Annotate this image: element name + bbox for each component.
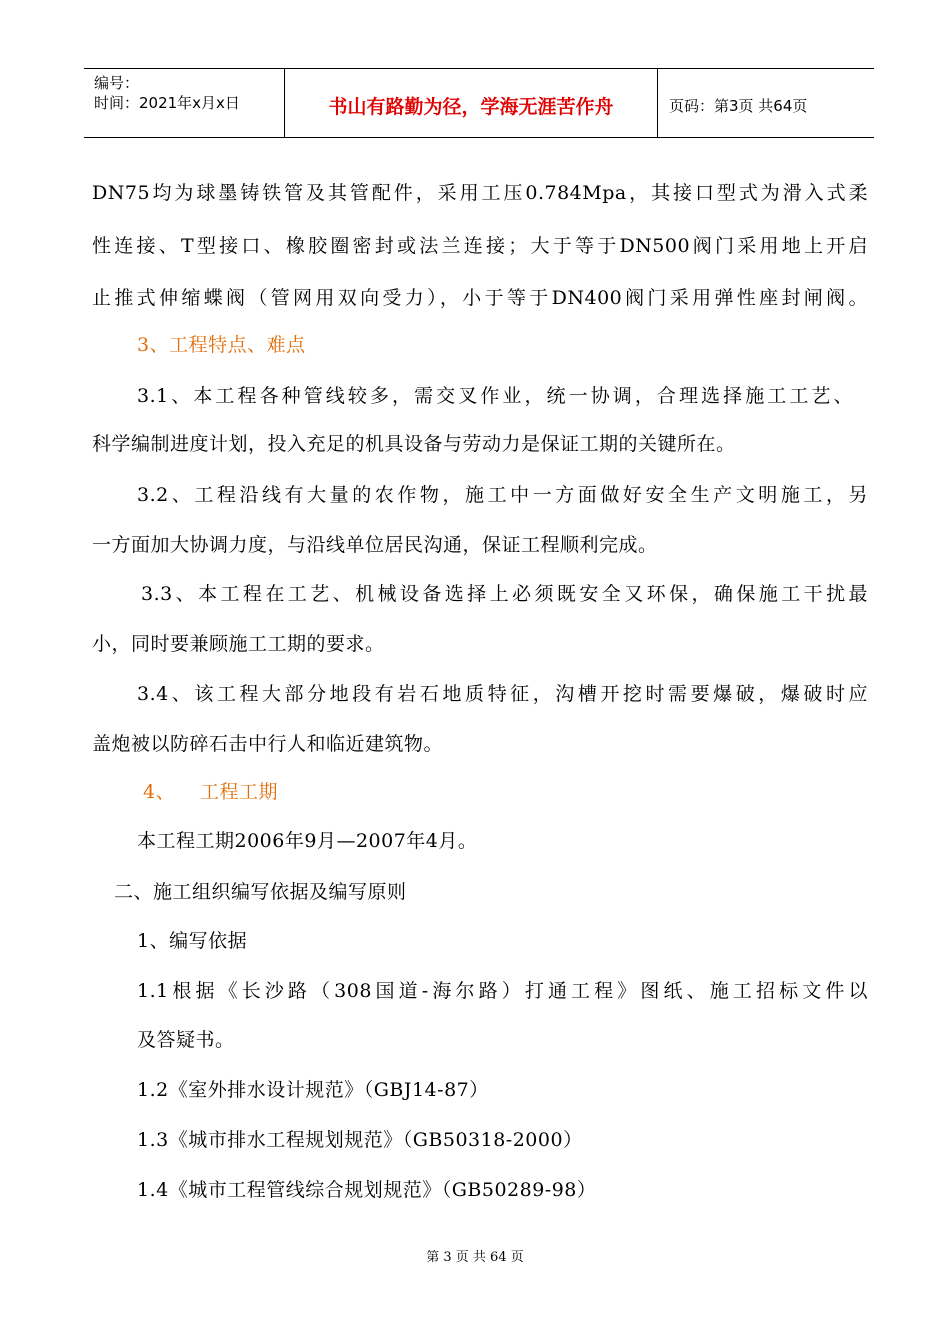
document-time-label: 时间：2021年x月x日 (94, 94, 240, 112)
basis-item: 1.4《城市工程管线综合规划规范》（GB50289-98） (137, 1179, 597, 1201)
paragraph-line: 一方面加大协调力度，与沿线单位居民沟通，保证工程顺利完成。 (92, 534, 658, 556)
header-slogan-cell (284, 69, 658, 137)
basis-item: 1.2《室外排水设计规范》（GBJ14-87） (137, 1079, 489, 1101)
paragraph-line: 科学编制进度计划，投入充足的机具设备与劳动力是保证工期的关键所在。 (92, 433, 736, 455)
subsection-heading: 1、编写依据 (137, 930, 248, 952)
paragraph-line: 止推式伸缩蝶阀（管网用双向受力），小于等于DN400阀门采用弹性座封闸阀。 (92, 287, 868, 309)
section-heading-4-title: 工程工期 (200, 781, 279, 803)
header-page-cell (657, 69, 874, 137)
paragraph-line: 性连接、T型接口、橡胶圈密封或法兰连接；大于等于DN500阀门采用地上开启 (92, 235, 868, 257)
schedule-line: 本工程工期2006年9月—2007年4月。 (137, 830, 478, 852)
basis-item-continued: 及答疑书。 (137, 1029, 235, 1051)
paragraph-line: 3.2、工程沿线有大量的农作物，施工中一方面做好安全生产文明施工，另 (137, 484, 868, 506)
header-page-info: 页码：第3页 共64页 (669, 96, 808, 115)
section-heading-3: 3、工程特点、难点 (137, 334, 306, 356)
header-meta (84, 69, 284, 137)
document-number-label: 编号： (94, 74, 140, 92)
chapter-heading: 二、施工组织编写依据及编写原则 (114, 881, 407, 903)
paragraph-line: 3.4、该工程大部分地段有岩石地质特征，沟槽开挖时需要爆破，爆破时应 (137, 683, 868, 705)
section-heading-4-number: 4、 (143, 781, 176, 803)
page-footer: 第 3 页 共 64 页 (426, 1250, 524, 1265)
paragraph-line: DN75均为球墨铸铁管及其管配件，采用工压0.784Mpa，其接口型式为滑入式柔 (92, 182, 868, 204)
basis-item: 1.3《城市排水工程规划规范》（GB50318-2000） (137, 1129, 583, 1151)
paragraph-line: 3.3、本工程在工艺、机械设备选择上必须既安全又环保，确保施工干扰最 (141, 583, 868, 605)
page-header (84, 68, 874, 138)
header-slogan: 书山有路勤为径，学海无涯苦作舟 (328, 95, 614, 118)
paragraph-line: 盖炮被以防碎石击中行人和临近建筑物。 (92, 733, 444, 755)
paragraph-line: 小，同时要兼顾施工工期的要求。 (92, 633, 385, 655)
basis-item: 1.1根据《长沙路（308国道-海尔路）打通工程》图纸、施工招标文件以 (137, 980, 868, 1002)
paragraph-line: 3.1、本工程各种管线较多，需交叉作业，统一协调，合理选择施工工艺、 (137, 385, 853, 407)
